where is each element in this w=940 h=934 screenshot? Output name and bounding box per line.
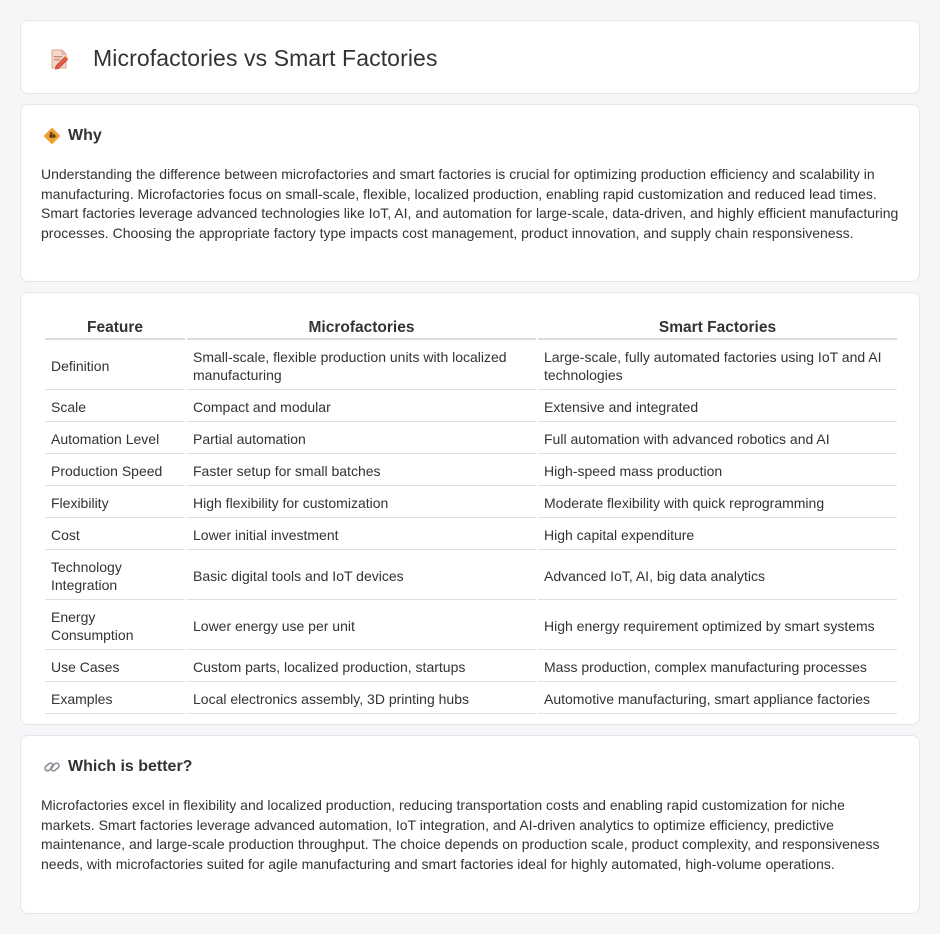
table-header-row: [45, 319, 897, 340]
table-row: [45, 652, 897, 682]
better-text: Microfactories excel in flexibility and localized production, reducing transportation costs and enabling rapid customization for niche markets. Smart factories leverage advanced automation, IoT integration, and AI-driven analytics to optimize efficiency, predictive maintenance, and large-scale production throughput. The choice depends on production scale, product complexity, and responsiveness needs, with microfactories suited for agile manufacturing and smart factories ideal for highly automated, high-volume operations.: [41, 797, 880, 872]
why-heading: [43, 127, 102, 145]
smart-factories-cell: Automotive manufacturing, smart appliance factories: [538, 684, 897, 714]
feature-cell: Cost: [45, 520, 185, 550]
title-card: [20, 20, 920, 94]
table-row: [45, 488, 897, 518]
smart-factories-cell: High-speed mass production: [538, 456, 897, 486]
table-row: [45, 392, 897, 422]
comparison-table: [43, 317, 899, 716]
table-row: [45, 456, 897, 486]
page-title: Microfactories vs Smart Factories: [93, 45, 438, 71]
microfactories-cell: High flexibility for customization: [187, 488, 536, 518]
smart-factories-cell: High capital expenditure: [538, 520, 897, 550]
smart-factories-cell: Extensive and integrated: [538, 392, 897, 422]
header-smart-factories: Smart Factories: [538, 319, 897, 340]
feature-cell: Automation Level: [45, 424, 185, 454]
smart-factories-cell: Large-scale, fully automated factories using IoT and AI technologies: [538, 342, 897, 390]
table-row: [45, 342, 897, 390]
microfactories-cell: Partial automation: [187, 424, 536, 454]
comparison-section: [20, 292, 920, 725]
smart-factories-cell: Mass production, complex manufacturing processes: [538, 652, 897, 682]
smart-factories-cell: Advanced IoT, AI, big data analytics: [538, 552, 897, 600]
why-title: Why: [68, 127, 102, 144]
microfactories-cell: Compact and modular: [187, 392, 536, 422]
document-pencil-icon: [47, 47, 71, 71]
header-feature: Feature: [45, 319, 185, 340]
better-title: Which is better?: [68, 758, 193, 775]
link-icon: [43, 758, 61, 776]
table-row: [45, 552, 897, 600]
why-text: Understanding the difference between microfactories and smart factories is crucial for optimizing production efficiency and scalability in manufacturing. Microfactories focus on small-scale, flexible, localized production, enabling rapid customization and reduced lead times. Smart factories leverage advanced technologies like IoT, AI, and automation for large-scale, data-driven, and highly efficient manufacturing processes. Choosing the appropriate factory type impacts cost management, product innovation, and supply chain responsiveness.: [41, 166, 899, 241]
header-microfactories: Microfactories: [187, 319, 536, 340]
microfactories-cell: Faster setup for small batches: [187, 456, 536, 486]
feature-cell: Production Speed: [45, 456, 185, 486]
smart-factories-cell: Moderate flexibility with quick reprogramming: [538, 488, 897, 518]
microfactories-cell: Basic digital tools and IoT devices: [187, 552, 536, 600]
table-row: [45, 520, 897, 550]
microfactories-cell: Custom parts, localized production, startups: [187, 652, 536, 682]
smart-factories-cell: Full automation with advanced robotics and AI: [538, 424, 897, 454]
table-row: [45, 602, 897, 650]
why-section: [20, 104, 920, 282]
diamond-sign-icon: [43, 127, 61, 145]
microfactories-cell: Lower initial investment: [187, 520, 536, 550]
feature-cell: Flexibility: [45, 488, 185, 518]
microfactories-cell: Lower energy use per unit: [187, 602, 536, 650]
feature-cell: Technology Integration: [45, 552, 185, 600]
feature-cell: Scale: [45, 392, 185, 422]
smart-factories-cell: High energy requirement optimized by smart systems: [538, 602, 897, 650]
better-heading: [43, 758, 192, 776]
which-is-better-section: [20, 735, 920, 914]
title-row: [47, 45, 438, 72]
feature-cell: Examples: [45, 684, 185, 714]
table-row: [45, 684, 897, 714]
microfactories-cell: Small-scale, flexible production units with localized manufacturing: [187, 342, 536, 390]
feature-cell: Use Cases: [45, 652, 185, 682]
feature-cell: Definition: [45, 342, 185, 390]
table-row: [45, 424, 897, 454]
feature-cell: Energy Consumption: [45, 602, 185, 650]
microfactories-cell: Local electronics assembly, 3D printing hubs: [187, 684, 536, 714]
